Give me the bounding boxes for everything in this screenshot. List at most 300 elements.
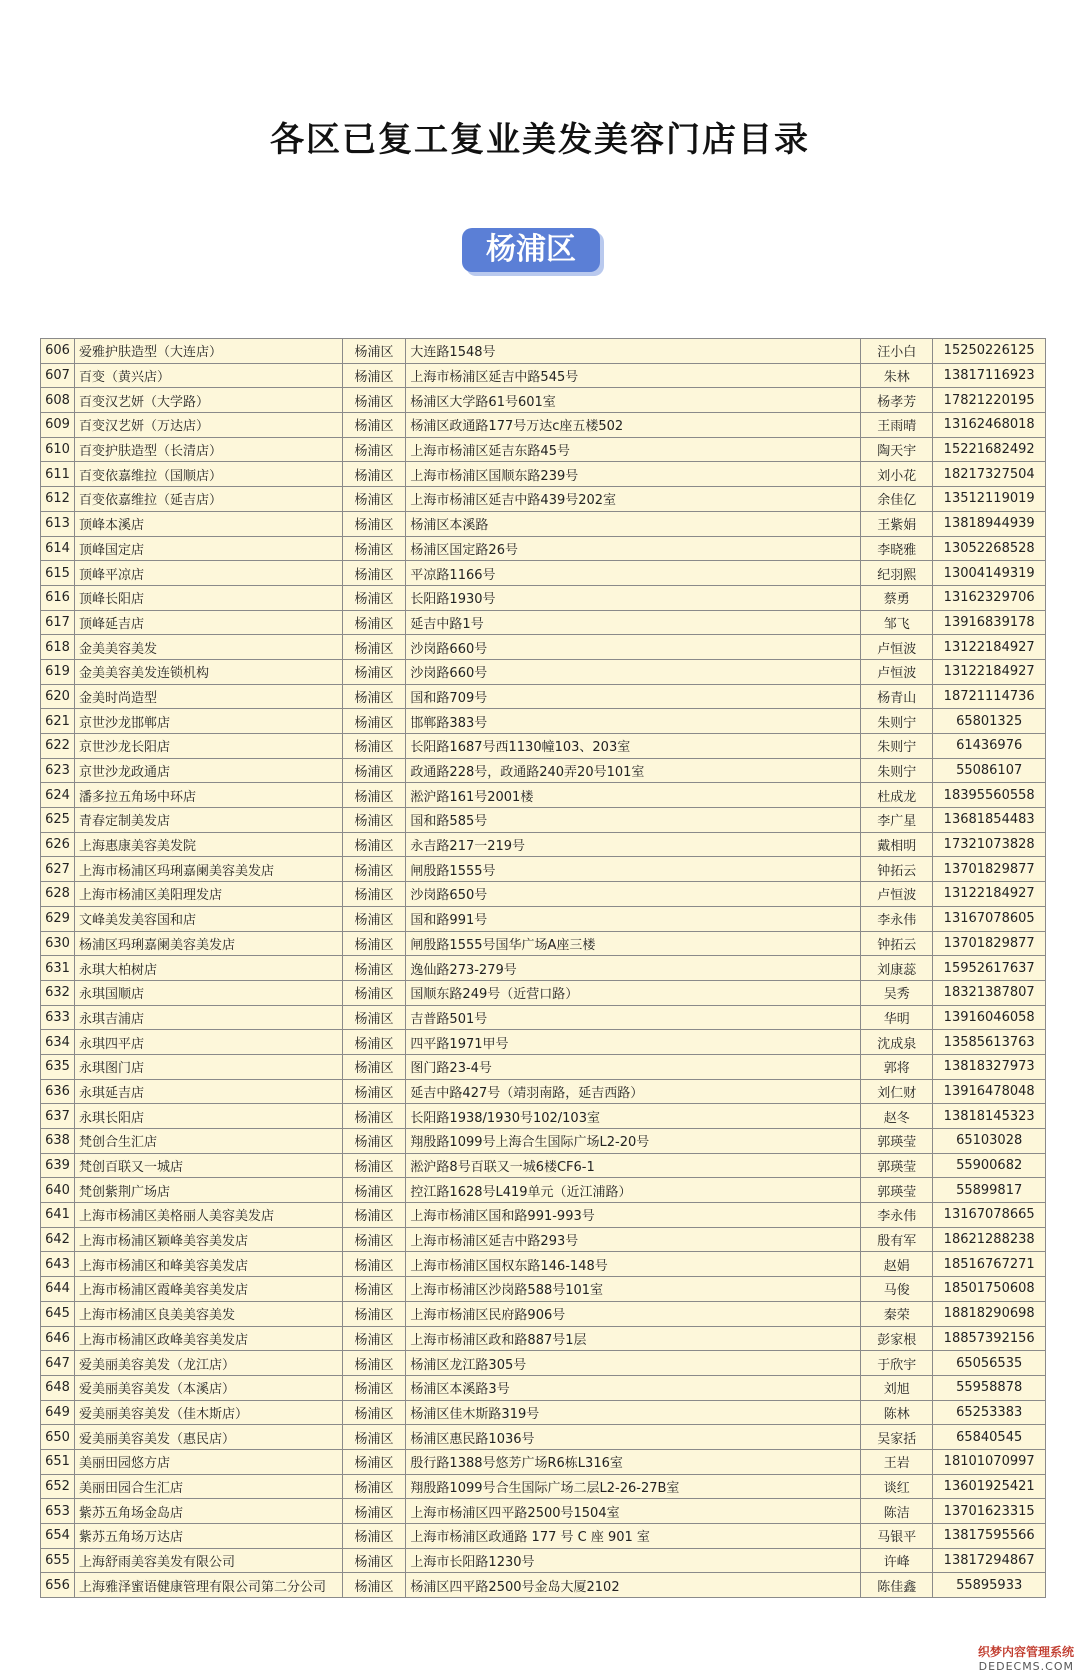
store-address-cell: 上海市长阳路1230号 — [406, 1548, 861, 1573]
store-number-cell: 634 — [41, 1030, 75, 1055]
store-district-cell: 杨浦区 — [342, 882, 406, 907]
table-row — [41, 1449, 1046, 1474]
store-district-cell: 杨浦区 — [342, 1005, 406, 1030]
store-district-cell: 杨浦区 — [342, 1203, 406, 1228]
table-row — [41, 511, 1046, 536]
store-name-cell: 顶峰延吉店 — [74, 610, 342, 635]
store-name-cell: 梵创百联又一城店 — [74, 1153, 342, 1178]
store-contact-cell: 卢恒波 — [861, 659, 933, 684]
store-name-cell: 永琪四平店 — [74, 1030, 342, 1055]
table-row — [41, 1203, 1046, 1228]
store-contact-cell: 郭瑛莹 — [861, 1153, 933, 1178]
table-row — [41, 734, 1046, 759]
store-phone-cell: 13916046058 — [933, 1005, 1046, 1030]
table-row — [41, 1054, 1046, 1079]
store-district-cell: 杨浦区 — [342, 1079, 406, 1104]
store-number-cell: 638 — [41, 1129, 75, 1154]
table-row — [41, 610, 1046, 635]
table-row — [41, 487, 1046, 512]
store-district-cell: 杨浦区 — [342, 585, 406, 610]
store-phone-cell: 13162468018 — [933, 413, 1046, 438]
store-table — [40, 338, 1046, 1598]
watermark — [966, 1644, 1074, 1678]
store-contact-cell: 赵冬 — [861, 1104, 933, 1129]
store-number-cell: 618 — [41, 635, 75, 660]
store-number-cell: 611 — [41, 462, 75, 487]
store-table-body — [41, 339, 1046, 1598]
store-contact-cell: 汪小白 — [861, 339, 933, 364]
store-phone-cell: 18395560558 — [933, 783, 1046, 808]
store-phone-cell: 13122184927 — [933, 882, 1046, 907]
store-phone-cell: 15221682492 — [933, 437, 1046, 462]
store-contact-cell: 郭瑛莹 — [861, 1129, 933, 1154]
store-district-cell: 杨浦区 — [342, 1252, 406, 1277]
table-row — [41, 1326, 1046, 1351]
store-district-cell: 杨浦区 — [342, 339, 406, 364]
store-name-cell: 上海市杨浦区美格丽人美容美发店 — [74, 1203, 342, 1228]
table-row — [41, 1104, 1046, 1129]
store-number-cell: 627 — [41, 857, 75, 882]
store-contact-cell: 华明 — [861, 1005, 933, 1030]
document-title: 各区已复工复业美发美容门店目录 — [270, 120, 810, 160]
store-address-cell: 杨浦区国定路26号 — [406, 536, 861, 561]
table-row — [41, 808, 1046, 833]
store-contact-cell: 王岩 — [861, 1449, 933, 1474]
store-phone-cell: 18818290698 — [933, 1301, 1046, 1326]
store-number-cell: 655 — [41, 1548, 75, 1573]
store-phone-cell: 13916478048 — [933, 1079, 1046, 1104]
store-phone-cell: 18857392156 — [933, 1326, 1046, 1351]
store-phone-cell: 13817294867 — [933, 1548, 1046, 1573]
store-contact-cell: 钟拓云 — [861, 931, 933, 956]
store-address-cell: 大连路1548号 — [406, 339, 861, 364]
store-number-cell: 636 — [41, 1079, 75, 1104]
store-contact-cell: 吴秀 — [861, 980, 933, 1005]
store-address-cell: 延吉中路427号（靖羽南路，延吉西路） — [406, 1079, 861, 1104]
store-district-cell: 杨浦区 — [342, 956, 406, 981]
store-contact-cell: 郭瑛莹 — [861, 1178, 933, 1203]
store-phone-cell: 65056535 — [933, 1351, 1046, 1376]
store-district-cell: 杨浦区 — [342, 783, 406, 808]
store-address-cell: 永吉路217一219号 — [406, 832, 861, 857]
table-row — [41, 857, 1046, 882]
store-phone-cell: 13052268528 — [933, 536, 1046, 561]
table-row — [41, 906, 1046, 931]
store-contact-cell: 杨孝芳 — [861, 388, 933, 413]
store-phone-cell: 55899817 — [933, 1178, 1046, 1203]
store-contact-cell: 王雨晴 — [861, 413, 933, 438]
store-phone-cell: 65103028 — [933, 1129, 1046, 1154]
store-district-cell: 杨浦区 — [342, 610, 406, 635]
store-address-cell: 杨浦区本溪路 — [406, 511, 861, 536]
store-contact-cell: 刘康蕊 — [861, 956, 933, 981]
store-number-cell: 608 — [41, 388, 75, 413]
table-row — [41, 561, 1046, 586]
store-number-cell: 647 — [41, 1351, 75, 1376]
table-row — [41, 1573, 1046, 1598]
store-district-cell: 杨浦区 — [342, 906, 406, 931]
store-address-cell: 沙岗路660号 — [406, 659, 861, 684]
store-contact-cell: 邹飞 — [861, 610, 933, 635]
table-row — [41, 1178, 1046, 1203]
table-row — [41, 1474, 1046, 1499]
store-district-cell: 杨浦区 — [342, 1548, 406, 1573]
store-address-cell: 上海市杨浦区政和路887号1层 — [406, 1326, 861, 1351]
store-table-container — [40, 338, 1046, 1598]
table-row — [41, 585, 1046, 610]
store-contact-cell: 蔡勇 — [861, 585, 933, 610]
store-contact-cell: 李永伟 — [861, 1203, 933, 1228]
store-name-cell: 永琪国顺店 — [74, 980, 342, 1005]
store-address-cell: 上海市杨浦区国顺东路239号 — [406, 462, 861, 487]
table-row — [41, 413, 1046, 438]
store-district-cell: 杨浦区 — [342, 1301, 406, 1326]
table-row — [41, 980, 1046, 1005]
store-address-cell: 上海市杨浦区延吉中路545号 — [406, 363, 861, 388]
store-phone-cell: 55086107 — [933, 758, 1046, 783]
store-name-cell: 顶峰本溪店 — [74, 511, 342, 536]
store-district-cell: 杨浦区 — [342, 1030, 406, 1055]
store-number-cell: 650 — [41, 1425, 75, 1450]
table-row — [41, 1129, 1046, 1154]
store-phone-cell: 13916839178 — [933, 610, 1046, 635]
store-number-cell: 617 — [41, 610, 75, 635]
store-name-cell: 金美时尚造型 — [74, 684, 342, 709]
store-address-cell: 上海市杨浦区延吉中路439号202室 — [406, 487, 861, 512]
store-phone-cell: 18217327504 — [933, 462, 1046, 487]
store-number-cell: 635 — [41, 1054, 75, 1079]
store-address-cell: 淞沪路8号百联又一城6楼CF6-1 — [406, 1153, 861, 1178]
store-address-cell: 闸殷路1555号 — [406, 857, 861, 882]
store-name-cell: 梵创合生汇店 — [74, 1129, 342, 1154]
store-district-cell: 杨浦区 — [342, 1227, 406, 1252]
store-address-cell: 杨浦区佳木斯路319号 — [406, 1400, 861, 1425]
store-address-cell: 上海市杨浦区延吉中路293号 — [406, 1227, 861, 1252]
store-address-cell: 沙岗路660号 — [406, 635, 861, 660]
store-contact-cell: 陶天宇 — [861, 437, 933, 462]
district-badge: 杨浦区 — [462, 228, 600, 272]
store-number-cell: 613 — [41, 511, 75, 536]
store-district-cell: 杨浦区 — [342, 487, 406, 512]
store-name-cell: 紫苏五角场万达店 — [74, 1524, 342, 1549]
store-address-cell: 平凉路1166号 — [406, 561, 861, 586]
store-address-cell: 图门路23-4号 — [406, 1054, 861, 1079]
store-number-cell: 654 — [41, 1524, 75, 1549]
store-address-cell: 闸殷路1555号国华广场A座三楼 — [406, 931, 861, 956]
store-district-cell: 杨浦区 — [342, 1326, 406, 1351]
table-row — [41, 783, 1046, 808]
store-phone-cell: 15952617637 — [933, 956, 1046, 981]
store-address-cell: 杨浦区政通路177号万达c座五楼502 — [406, 413, 861, 438]
store-number-cell: 648 — [41, 1375, 75, 1400]
store-district-cell: 杨浦区 — [342, 536, 406, 561]
store-name-cell: 美丽田园悠方店 — [74, 1449, 342, 1474]
store-phone-cell: 61436976 — [933, 734, 1046, 759]
store-district-cell: 杨浦区 — [342, 1277, 406, 1302]
table-row — [41, 363, 1046, 388]
store-contact-cell: 杨青山 — [861, 684, 933, 709]
store-address-cell: 上海市杨浦区四平路2500号1504室 — [406, 1499, 861, 1524]
table-row — [41, 339, 1046, 364]
store-district-cell: 杨浦区 — [342, 437, 406, 462]
store-name-cell: 百变护肤造型（长清店） — [74, 437, 342, 462]
store-district-cell: 杨浦区 — [342, 561, 406, 586]
store-phone-cell: 55895933 — [933, 1573, 1046, 1598]
store-district-cell: 杨浦区 — [342, 1153, 406, 1178]
store-contact-cell: 卢恒波 — [861, 882, 933, 907]
store-contact-cell: 朱则宁 — [861, 709, 933, 734]
store-name-cell: 潘多拉五角场中环店 — [74, 783, 342, 808]
store-phone-cell: 65801325 — [933, 709, 1046, 734]
store-address-cell: 政通路228号，政通路240弄20号101室 — [406, 758, 861, 783]
store-number-cell: 610 — [41, 437, 75, 462]
store-number-cell: 622 — [41, 734, 75, 759]
store-name-cell: 永琪大柏树店 — [74, 956, 342, 981]
store-district-cell: 杨浦区 — [342, 1425, 406, 1450]
store-number-cell: 653 — [41, 1499, 75, 1524]
table-row — [41, 1079, 1046, 1104]
store-contact-cell: 朱则宁 — [861, 758, 933, 783]
store-phone-cell: 17321073828 — [933, 832, 1046, 857]
store-name-cell: 顶峰长阳店 — [74, 585, 342, 610]
store-name-cell: 上海市杨浦区良美美容美发 — [74, 1301, 342, 1326]
store-contact-cell: 赵娟 — [861, 1252, 933, 1277]
store-number-cell: 630 — [41, 931, 75, 956]
store-district-cell: 杨浦区 — [342, 1449, 406, 1474]
store-address-cell: 沙岗路650号 — [406, 882, 861, 907]
table-row — [41, 1227, 1046, 1252]
store-phone-cell: 18321387807 — [933, 980, 1046, 1005]
store-district-cell: 杨浦区 — [342, 635, 406, 660]
table-row — [41, 684, 1046, 709]
store-address-cell: 国和路991号 — [406, 906, 861, 931]
store-phone-cell: 13817595566 — [933, 1524, 1046, 1549]
store-district-cell: 杨浦区 — [342, 659, 406, 684]
store-name-cell: 顶峰国定店 — [74, 536, 342, 561]
store-contact-cell: 殷有军 — [861, 1227, 933, 1252]
store-address-cell: 杨浦区惠民路1036号 — [406, 1425, 861, 1450]
store-phone-cell: 18501750608 — [933, 1277, 1046, 1302]
store-address-cell: 上海市杨浦区国权东路146-148号 — [406, 1252, 861, 1277]
store-phone-cell: 13512119019 — [933, 487, 1046, 512]
table-row — [41, 1252, 1046, 1277]
store-number-cell: 642 — [41, 1227, 75, 1252]
store-address-cell: 国和路585号 — [406, 808, 861, 833]
watermark-text-cn: 织梦内容管理系统 — [977, 1645, 1074, 1659]
store-contact-cell: 钟拓云 — [861, 857, 933, 882]
store-name-cell: 金美美容美发 — [74, 635, 342, 660]
store-contact-cell: 朱则宁 — [861, 734, 933, 759]
table-row — [41, 709, 1046, 734]
store-address-cell: 杨浦区龙江路305号 — [406, 1351, 861, 1376]
store-name-cell: 上海市杨浦区政峰美容美发店 — [74, 1326, 342, 1351]
store-number-cell: 614 — [41, 536, 75, 561]
store-number-cell: 652 — [41, 1474, 75, 1499]
store-name-cell: 上海雅泽蜜语健康管理有限公司第二分公司 — [74, 1573, 342, 1598]
store-contact-cell: 卢恒波 — [861, 635, 933, 660]
store-name-cell: 爱美丽美容美发（龙江店） — [74, 1351, 342, 1376]
store-number-cell: 644 — [41, 1277, 75, 1302]
table-row — [41, 659, 1046, 684]
store-phone-cell: 13818944939 — [933, 511, 1046, 536]
table-row — [41, 758, 1046, 783]
store-name-cell: 永琪延吉店 — [74, 1079, 342, 1104]
store-phone-cell: 13601925421 — [933, 1474, 1046, 1499]
store-district-cell: 杨浦区 — [342, 1524, 406, 1549]
store-contact-cell: 吴家括 — [861, 1425, 933, 1450]
store-address-cell: 长阳路1687号西1130幢103、203室 — [406, 734, 861, 759]
store-district-cell: 杨浦区 — [342, 1573, 406, 1598]
store-contact-cell: 杜成龙 — [861, 783, 933, 808]
store-district-cell: 杨浦区 — [342, 1054, 406, 1079]
store-number-cell: 641 — [41, 1203, 75, 1228]
store-contact-cell: 马银平 — [861, 1524, 933, 1549]
store-number-cell: 629 — [41, 906, 75, 931]
store-number-cell: 616 — [41, 585, 75, 610]
store-contact-cell: 马俊 — [861, 1277, 933, 1302]
store-address-cell: 上海市杨浦区延吉东路45号 — [406, 437, 861, 462]
store-address-cell: 杨浦区本溪路3号 — [406, 1375, 861, 1400]
table-row — [41, 462, 1046, 487]
store-district-cell: 杨浦区 — [342, 931, 406, 956]
store-phone-cell: 13818145323 — [933, 1104, 1046, 1129]
store-number-cell: 615 — [41, 561, 75, 586]
store-address-cell: 翔殷路1099号合生国际广场二层L2-26-27B室 — [406, 1474, 861, 1499]
store-phone-cell: 13004149319 — [933, 561, 1046, 586]
store-address-cell: 淞沪路161号2001楼 — [406, 783, 861, 808]
store-phone-cell: 55900682 — [933, 1153, 1046, 1178]
store-name-cell: 永琪吉浦店 — [74, 1005, 342, 1030]
store-address-cell: 长阳路1938/1930号102/103室 — [406, 1104, 861, 1129]
store-number-cell: 612 — [41, 487, 75, 512]
store-district-cell: 杨浦区 — [342, 857, 406, 882]
store-name-cell: 永琪长阳店 — [74, 1104, 342, 1129]
store-phone-cell: 13701623315 — [933, 1499, 1046, 1524]
table-row — [41, 1301, 1046, 1326]
store-phone-cell: 13167078665 — [933, 1203, 1046, 1228]
store-number-cell: 619 — [41, 659, 75, 684]
store-contact-cell: 李广星 — [861, 808, 933, 833]
store-address-cell: 杨浦区大学路61号601室 — [406, 388, 861, 413]
store-contact-cell: 秦荣 — [861, 1301, 933, 1326]
store-district-cell: 杨浦区 — [342, 388, 406, 413]
store-name-cell: 上海舒雨美容美发有限公司 — [74, 1548, 342, 1573]
store-name-cell: 京世沙龙长阳店 — [74, 734, 342, 759]
store-name-cell: 百变依嘉维拉（国顺店） — [74, 462, 342, 487]
store-district-cell: 杨浦区 — [342, 758, 406, 783]
store-number-cell: 623 — [41, 758, 75, 783]
table-row — [41, 1375, 1046, 1400]
store-contact-cell: 戴相明 — [861, 832, 933, 857]
store-district-cell: 杨浦区 — [342, 684, 406, 709]
table-row — [41, 1153, 1046, 1178]
store-number-cell: 632 — [41, 980, 75, 1005]
store-name-cell: 爱美丽美容美发（惠民店） — [74, 1425, 342, 1450]
store-address-cell: 上海市杨浦区政通路 177 号 C 座 901 室 — [406, 1524, 861, 1549]
store-contact-cell: 余佳亿 — [861, 487, 933, 512]
store-phone-cell: 18621288238 — [933, 1227, 1046, 1252]
store-contact-cell: 朱林 — [861, 363, 933, 388]
table-row — [41, 832, 1046, 857]
store-name-cell: 顶峰平凉店 — [74, 561, 342, 586]
table-row — [41, 437, 1046, 462]
store-district-cell: 杨浦区 — [342, 1178, 406, 1203]
store-phone-cell: 13818327973 — [933, 1054, 1046, 1079]
store-contact-cell: 谈红 — [861, 1474, 933, 1499]
table-row — [41, 882, 1046, 907]
store-phone-cell: 18101070997 — [933, 1449, 1046, 1474]
store-phone-cell: 13167078605 — [933, 906, 1046, 931]
store-contact-cell: 刘仁财 — [861, 1079, 933, 1104]
store-name-cell: 爱雅护肤造型（大连店） — [74, 339, 342, 364]
store-district-cell: 杨浦区 — [342, 709, 406, 734]
store-name-cell: 上海市杨浦区玛琍嘉阑美容美发店 — [74, 857, 342, 882]
table-row — [41, 956, 1046, 981]
table-row — [41, 931, 1046, 956]
store-number-cell: 609 — [41, 413, 75, 438]
store-address-cell: 殷行路1388号悠芳广场R6栋L316室 — [406, 1449, 861, 1474]
store-number-cell: 646 — [41, 1326, 75, 1351]
store-name-cell: 梵创紫荆广场店 — [74, 1178, 342, 1203]
store-name-cell: 百变汉艺妍（大学路） — [74, 388, 342, 413]
store-phone-cell: 15250226125 — [933, 339, 1046, 364]
store-name-cell: 上海市杨浦区美阳理发店 — [74, 882, 342, 907]
table-row — [41, 1499, 1046, 1524]
store-number-cell: 633 — [41, 1005, 75, 1030]
store-district-cell: 杨浦区 — [342, 1400, 406, 1425]
store-district-cell: 杨浦区 — [342, 1129, 406, 1154]
store-phone-cell: 13681854483 — [933, 808, 1046, 833]
store-address-cell: 吉普路501号 — [406, 1005, 861, 1030]
store-district-cell: 杨浦区 — [342, 832, 406, 857]
store-contact-cell: 王紫娟 — [861, 511, 933, 536]
store-phone-cell: 13122184927 — [933, 659, 1046, 684]
store-phone-cell: 65253383 — [933, 1400, 1046, 1425]
store-number-cell: 620 — [41, 684, 75, 709]
store-number-cell: 624 — [41, 783, 75, 808]
store-number-cell: 645 — [41, 1301, 75, 1326]
store-contact-cell: 陈林 — [861, 1400, 933, 1425]
table-row — [41, 1351, 1046, 1376]
store-number-cell: 621 — [41, 709, 75, 734]
store-district-cell: 杨浦区 — [342, 808, 406, 833]
store-contact-cell: 刘旭 — [861, 1375, 933, 1400]
store-contact-cell: 彭家根 — [861, 1326, 933, 1351]
table-row — [41, 635, 1046, 660]
store-number-cell: 607 — [41, 363, 75, 388]
store-name-cell: 美丽田园合生汇店 — [74, 1474, 342, 1499]
store-phone-cell: 13701829877 — [933, 931, 1046, 956]
store-name-cell: 青春定制美发店 — [74, 808, 342, 833]
store-district-cell: 杨浦区 — [342, 1351, 406, 1376]
store-contact-cell: 沈成泉 — [861, 1030, 933, 1055]
store-address-cell: 国顺东路249号（近营口路） — [406, 980, 861, 1005]
store-name-cell: 爱美丽美容美发（佳木斯店） — [74, 1400, 342, 1425]
store-contact-cell: 郭将 — [861, 1054, 933, 1079]
store-number-cell: 651 — [41, 1449, 75, 1474]
store-address-cell: 四平路1971甲号 — [406, 1030, 861, 1055]
store-address-cell: 延吉中路1号 — [406, 610, 861, 635]
store-phone-cell: 55958878 — [933, 1375, 1046, 1400]
store-address-cell: 长阳路1930号 — [406, 585, 861, 610]
store-phone-cell: 13701829877 — [933, 857, 1046, 882]
store-number-cell: 606 — [41, 339, 75, 364]
table-row — [41, 536, 1046, 561]
store-address-cell: 邯郸路383号 — [406, 709, 861, 734]
store-phone-cell: 13162329706 — [933, 585, 1046, 610]
store-contact-cell: 陈洁 — [861, 1499, 933, 1524]
store-number-cell: 637 — [41, 1104, 75, 1129]
